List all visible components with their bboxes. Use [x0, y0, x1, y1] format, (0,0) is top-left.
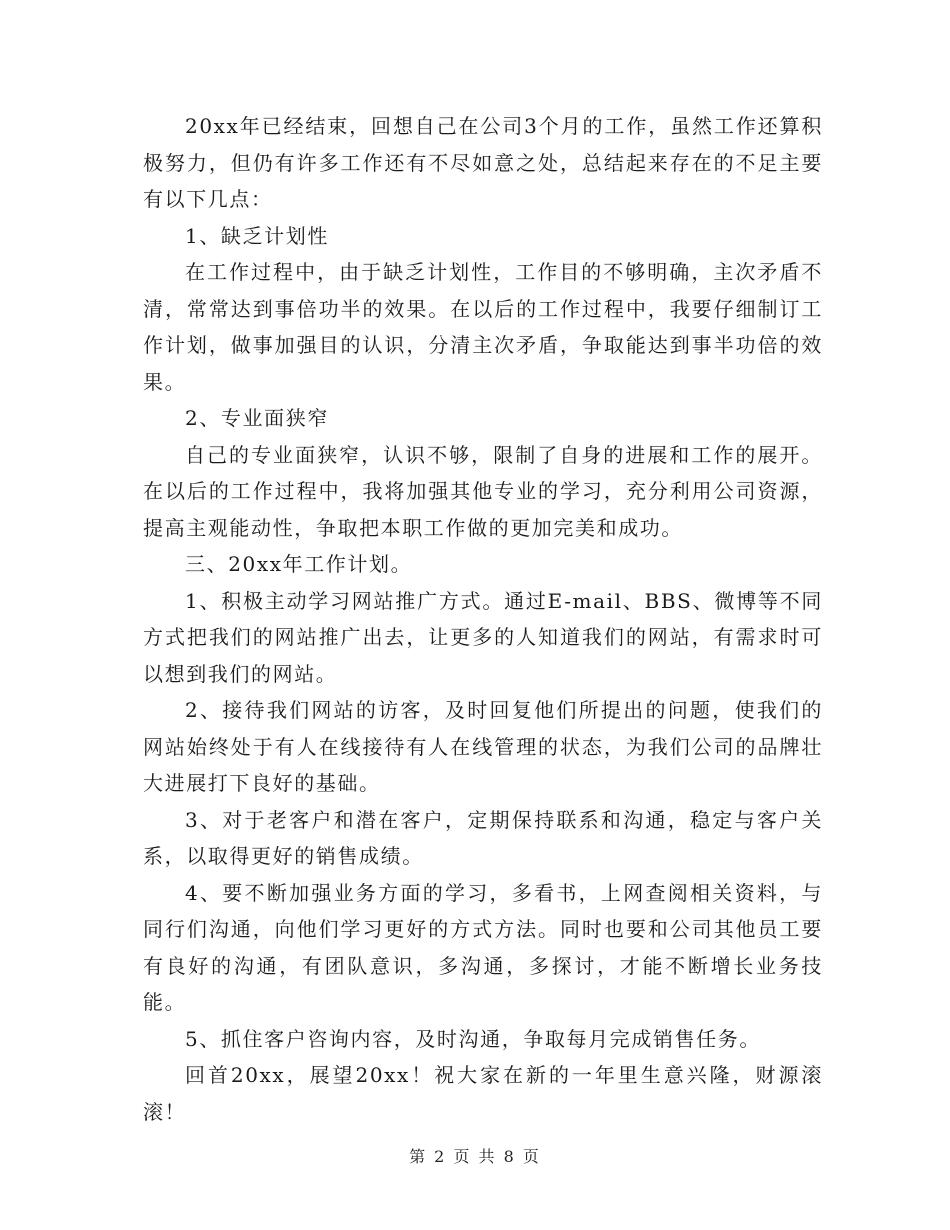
document-body — [143, 108, 823, 1130]
section-heading-specialty: 2、专业面狭窄 — [185, 406, 329, 430]
section-heading-planning: 1、缺乏计划性 — [185, 223, 329, 248]
section-heading-work-plan: 三、20xx年工作计划。 — [185, 552, 413, 576]
plan-item-1: 1、积极主动学习网站推广方式。通过E-mail、BBS、微博等不同方式把我们的网站推广出去，让更多的人知道我们的网站，有需求时可以想到我们的网站。 — [143, 588, 823, 686]
closing-paragraph: 回首20xx，展望20xx！祝大家在新的一年里生意兴隆，财源滚滚！ — [143, 1063, 823, 1124]
plan-item-2: 2、接待我们网站的访客，及时回复他们所提出的问题，使我们的网站始终处于有人在线接待有人在线管理的状态，为我们公司的品牌壮大进展打下良好的基础。 — [143, 698, 823, 795]
plan-item-3: 3、对于老客户和潜在客户，定期保持联系和沟通，稳定与客户关系，以取得更好的销售成绩。 — [143, 807, 823, 868]
specialty-paragraph: 自己的专业面狭窄，认识不够，限制了自身的进展和工作的展开。在以后的工作过程中，我将加强其他专业的学习，充分利用公司资源，提高主观能动性，争取把本职工作做的更加完美和成功。 — [143, 442, 823, 540]
page-number-footer: 第 2 页 共 8 页 — [409, 1147, 541, 1166]
intro-paragraph: 20xx年已经结束，回想自己在公司3个月的工作，虽然工作还算积极努力，但仍有许多工作还有不尽如意之处，总结起来存在的不足主要有以下几点： — [143, 114, 823, 211]
plan-item-5: 5、抓住客户咨询内容，及时沟通，争取每月完成销售任务。 — [185, 1026, 761, 1051]
planning-paragraph: 在工作过程中，由于缺乏计划性，工作目的不够明确，主次矛盾不清，常常达到事倍功半的效果。在以后的工作过程中，我要仔细制订工作计划，做事加强目的认识，分清主次矛盾，争取能达到事半功倍的效果。 — [143, 260, 823, 394]
plan-item-4: 4、要不断加强业务方面的学习，多看书，上网查阅相关资料，与同行们沟通，向他们学习更好的方式方法。同时也要和公司其他员工要有良好的沟通，有团队意识，多沟通，多探讨，才能不断增长业务技能。 — [143, 880, 823, 1014]
